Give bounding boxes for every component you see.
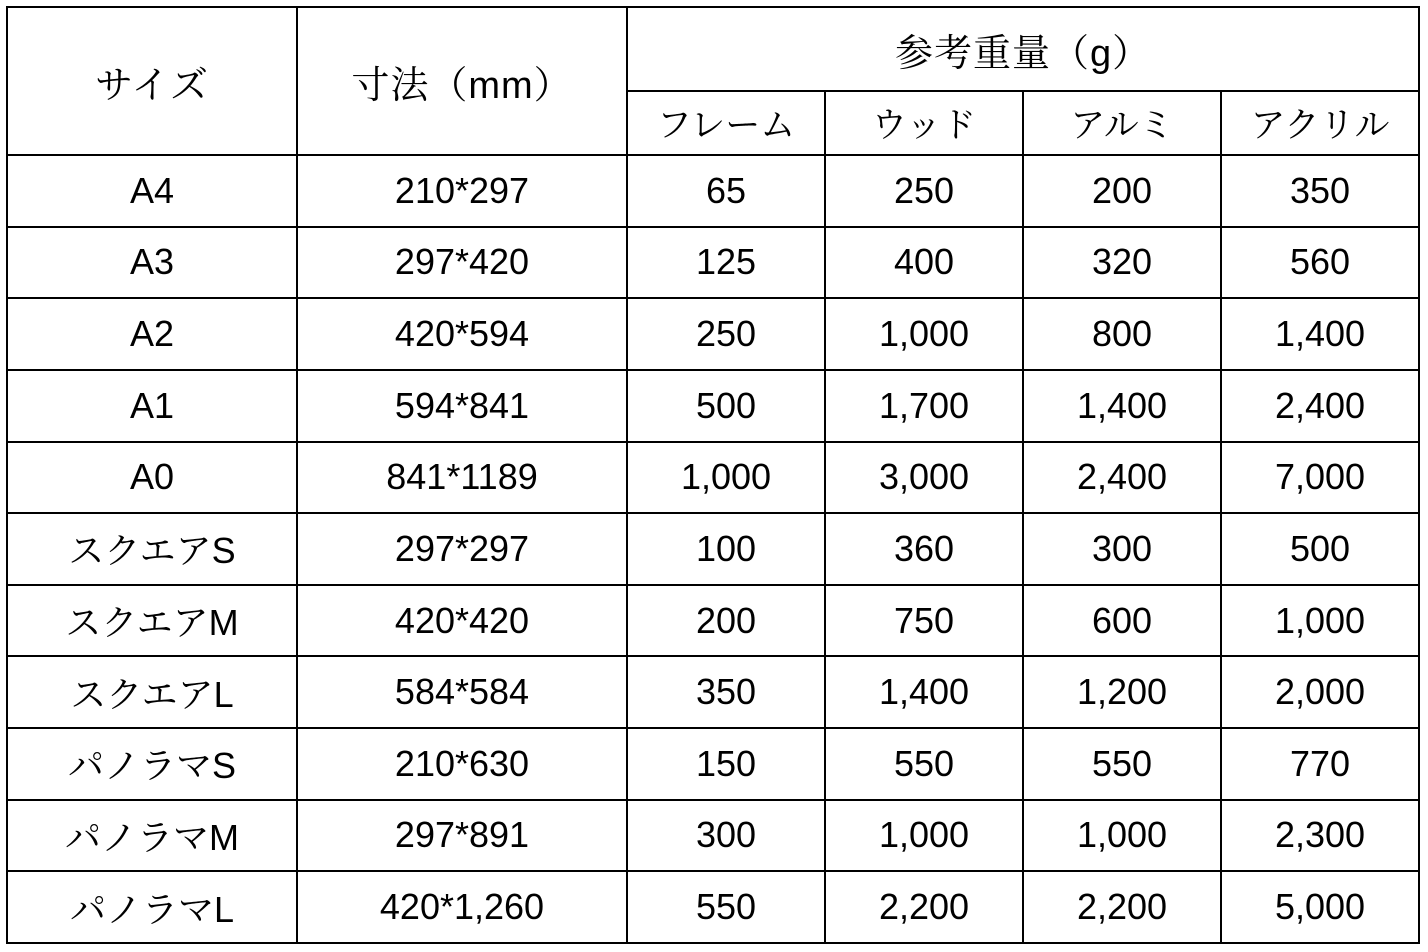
- cell-weight-acrylic: 1,400: [1221, 298, 1419, 370]
- cell-weight-wood: 1,700: [825, 370, 1023, 442]
- cell-weight-frame: 1,000: [627, 442, 825, 514]
- frame-size-weight-table: [6, 6, 1420, 944]
- cell-dimensions: 297*891: [297, 800, 627, 872]
- column-header-weight-group: 参考重量（g）: [627, 7, 1419, 91]
- cell-weight-acrylic: 2,400: [1221, 370, 1419, 442]
- cell-dimensions: 210*297: [297, 155, 627, 227]
- cell-weight-acrylic: 1,000: [1221, 585, 1419, 657]
- cell-weight-wood: 2,200: [825, 871, 1023, 943]
- table-row: [7, 800, 1419, 872]
- cell-dimensions: 420*420: [297, 585, 627, 657]
- cell-weight-wood: 550: [825, 728, 1023, 800]
- column-header-aluminum: アルミ: [1023, 91, 1221, 155]
- cell-size: パノラマS: [7, 728, 297, 800]
- cell-weight-frame: 300: [627, 800, 825, 872]
- cell-weight-aluminum: 550: [1023, 728, 1221, 800]
- cell-weight-acrylic: 560: [1221, 227, 1419, 299]
- table-row: [7, 656, 1419, 728]
- column-header-dimensions: 寸法（mm）: [297, 7, 627, 155]
- cell-weight-frame: 250: [627, 298, 825, 370]
- cell-weight-aluminum: 2,200: [1023, 871, 1221, 943]
- cell-dimensions: 297*420: [297, 227, 627, 299]
- table-row: [7, 513, 1419, 585]
- cell-weight-acrylic: 7,000: [1221, 442, 1419, 514]
- column-header-acrylic: アクリル: [1221, 91, 1419, 155]
- cell-dimensions: 841*1189: [297, 442, 627, 514]
- table-body: [7, 155, 1419, 943]
- cell-weight-frame: 500: [627, 370, 825, 442]
- table-row: [7, 155, 1419, 227]
- cell-size: パノラマL: [7, 871, 297, 943]
- cell-weight-wood: 750: [825, 585, 1023, 657]
- table-header: [7, 7, 1419, 155]
- cell-weight-wood: 1,000: [825, 298, 1023, 370]
- cell-weight-aluminum: 1,400: [1023, 370, 1221, 442]
- cell-size: A3: [7, 227, 297, 299]
- cell-weight-frame: 100: [627, 513, 825, 585]
- table-row: [7, 370, 1419, 442]
- cell-weight-acrylic: 500: [1221, 513, 1419, 585]
- cell-weight-frame: 150: [627, 728, 825, 800]
- cell-size: A1: [7, 370, 297, 442]
- cell-dimensions: 210*630: [297, 728, 627, 800]
- cell-dimensions: 584*584: [297, 656, 627, 728]
- cell-weight-aluminum: 300: [1023, 513, 1221, 585]
- cell-dimensions: 297*297: [297, 513, 627, 585]
- cell-weight-acrylic: 770: [1221, 728, 1419, 800]
- cell-size: スクエアM: [7, 585, 297, 657]
- cell-weight-acrylic: 2,300: [1221, 800, 1419, 872]
- cell-dimensions: 420*1,260: [297, 871, 627, 943]
- cell-weight-aluminum: 1,200: [1023, 656, 1221, 728]
- column-header-size: サイズ: [7, 7, 297, 155]
- cell-weight-wood: 1,000: [825, 800, 1023, 872]
- cell-size: A0: [7, 442, 297, 514]
- cell-weight-acrylic: 350: [1221, 155, 1419, 227]
- cell-dimensions: 420*594: [297, 298, 627, 370]
- cell-weight-wood: 360: [825, 513, 1023, 585]
- table-row: [7, 227, 1419, 299]
- cell-weight-aluminum: 1,000: [1023, 800, 1221, 872]
- header-row-primary: [7, 7, 1419, 91]
- cell-weight-wood: 400: [825, 227, 1023, 299]
- cell-weight-aluminum: 800: [1023, 298, 1221, 370]
- cell-weight-frame: 125: [627, 227, 825, 299]
- table-row: [7, 585, 1419, 657]
- table-row: [7, 298, 1419, 370]
- cell-weight-wood: 1,400: [825, 656, 1023, 728]
- cell-weight-frame: 350: [627, 656, 825, 728]
- column-header-frame: フレーム: [627, 91, 825, 155]
- column-header-wood: ウッド: [825, 91, 1023, 155]
- cell-weight-aluminum: 200: [1023, 155, 1221, 227]
- cell-weight-aluminum: 2,400: [1023, 442, 1221, 514]
- table-row: [7, 871, 1419, 943]
- cell-weight-frame: 200: [627, 585, 825, 657]
- cell-weight-acrylic: 2,000: [1221, 656, 1419, 728]
- cell-weight-aluminum: 320: [1023, 227, 1221, 299]
- cell-size: スクエアS: [7, 513, 297, 585]
- cell-weight-wood: 250: [825, 155, 1023, 227]
- table-row: [7, 442, 1419, 514]
- cell-weight-aluminum: 600: [1023, 585, 1221, 657]
- cell-dimensions: 594*841: [297, 370, 627, 442]
- table-row: [7, 728, 1419, 800]
- cell-weight-acrylic: 5,000: [1221, 871, 1419, 943]
- cell-size: スクエアL: [7, 656, 297, 728]
- cell-size: A4: [7, 155, 297, 227]
- cell-size: A2: [7, 298, 297, 370]
- cell-weight-wood: 3,000: [825, 442, 1023, 514]
- cell-size: パノラマM: [7, 800, 297, 872]
- cell-weight-frame: 550: [627, 871, 825, 943]
- cell-weight-frame: 65: [627, 155, 825, 227]
